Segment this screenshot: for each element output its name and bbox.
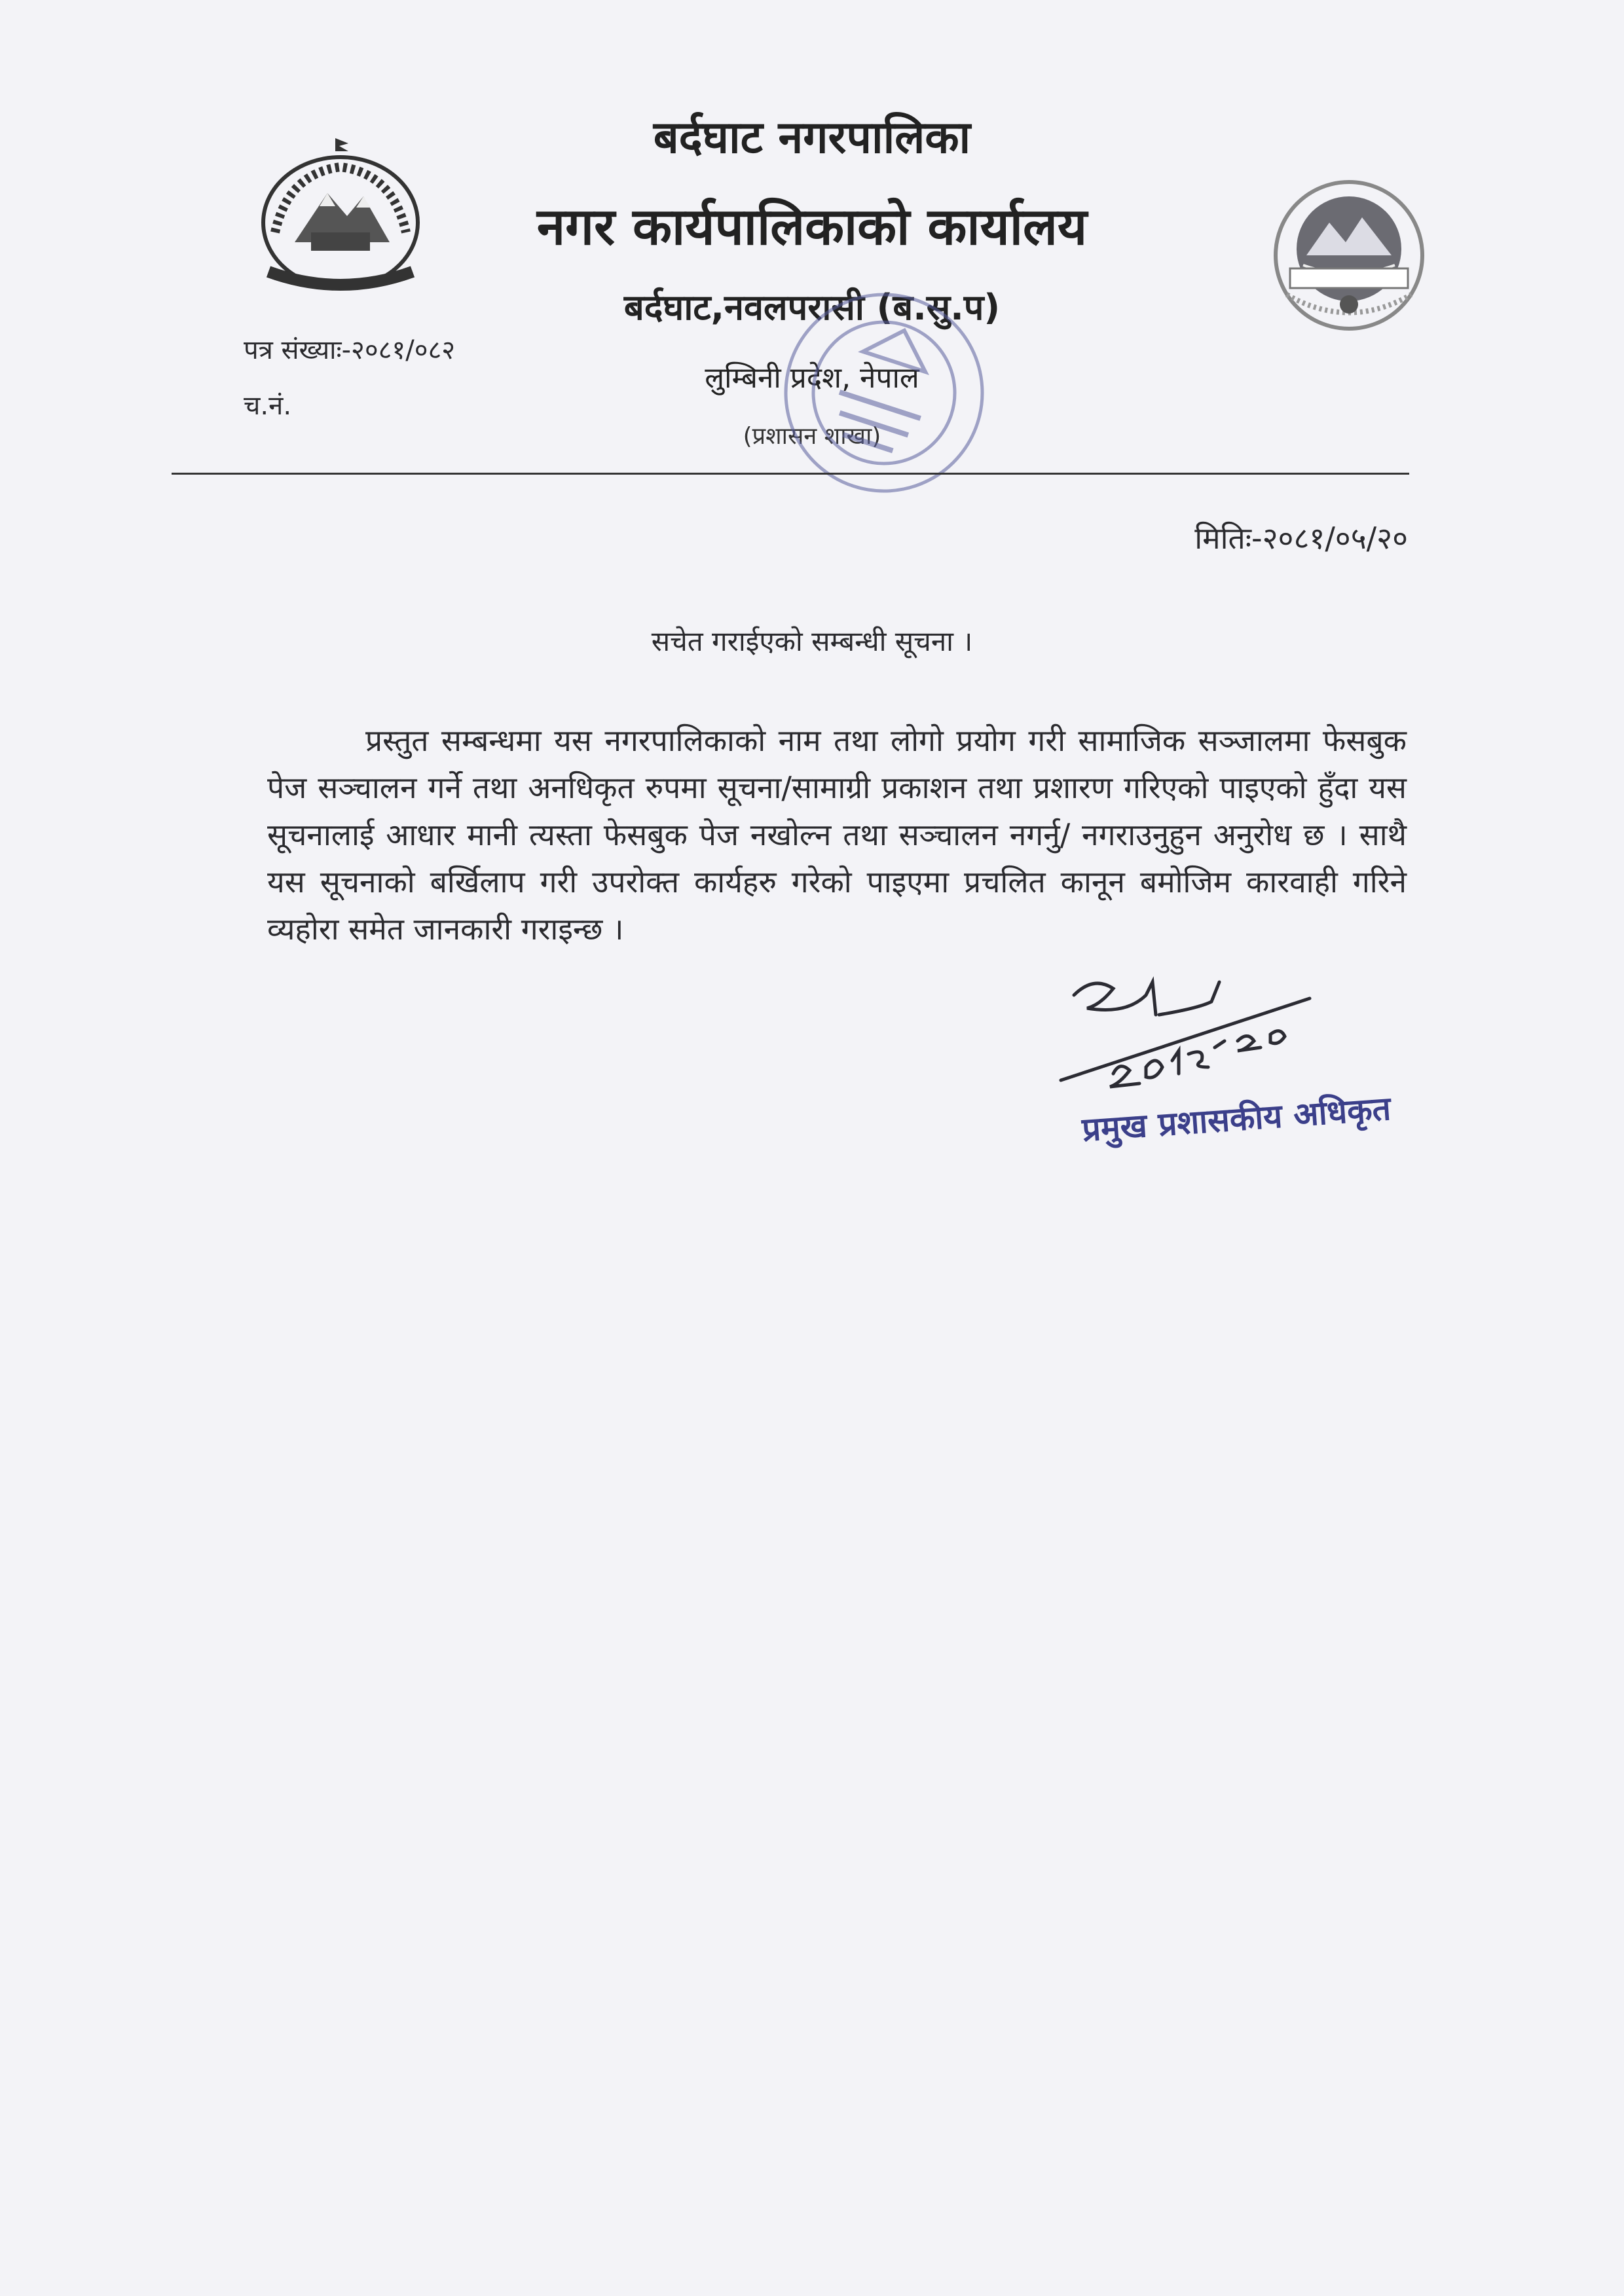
office-name: नगर कार्यपालिकाको कार्यालय [536, 198, 1088, 257]
office-address: बर्दघाट,नवलपरासी (ब.सु.प) [623, 287, 1001, 328]
letter-body: प्रस्तुत सम्बन्धमा यस नगरपालिकाको नाम तथा लोगो प्रयोग गरी सामाजिक सञ्जालमा फेसबुक पेज सञ्चालन गर्ने तथा अनधिकृत रुपमा सूचना/सामाग्री प्रकाशन तथा प्रशारण गरिएको पाइएको हुँदा यस सूचनालाई आधार मानी त्यस्ता फेसबुक पेज नखोल्न तथा सञ्चालन नगर्नु/ नगराउनुहुन अनुरोध छ । साथै यस सूचनाको बर्खिलाप गरी उपरोक्त कार्यहरु गरेको पाइएमा प्रचलित कानून बमोजिम कारवाही गरिने व्यहोरा समेत जानकारी गराइन्छ । [267, 723, 1407, 947]
province-name: लुम्बिनी प्रदेश, नेपाल [705, 361, 919, 395]
dispatch-number: च.नं. [244, 391, 292, 421]
letter-number: पत्र संख्याः-२०८१/०८२ [244, 335, 456, 365]
branch-name: (प्रशासन शाखा) [743, 423, 881, 450]
signatory-title: प्रमुख प्रशासकीय अधिकृत [1080, 1089, 1392, 1149]
letter-subject: सचेत गराईएको सम्बन्धी सूचना । [651, 625, 973, 657]
office-stamp [769, 275, 999, 511]
municipality-name: बर्दघाट नगरपालिका [653, 112, 971, 164]
header-divider [172, 473, 1409, 475]
letter-date: मितिः-२०८१/०५/२० [1194, 520, 1408, 556]
